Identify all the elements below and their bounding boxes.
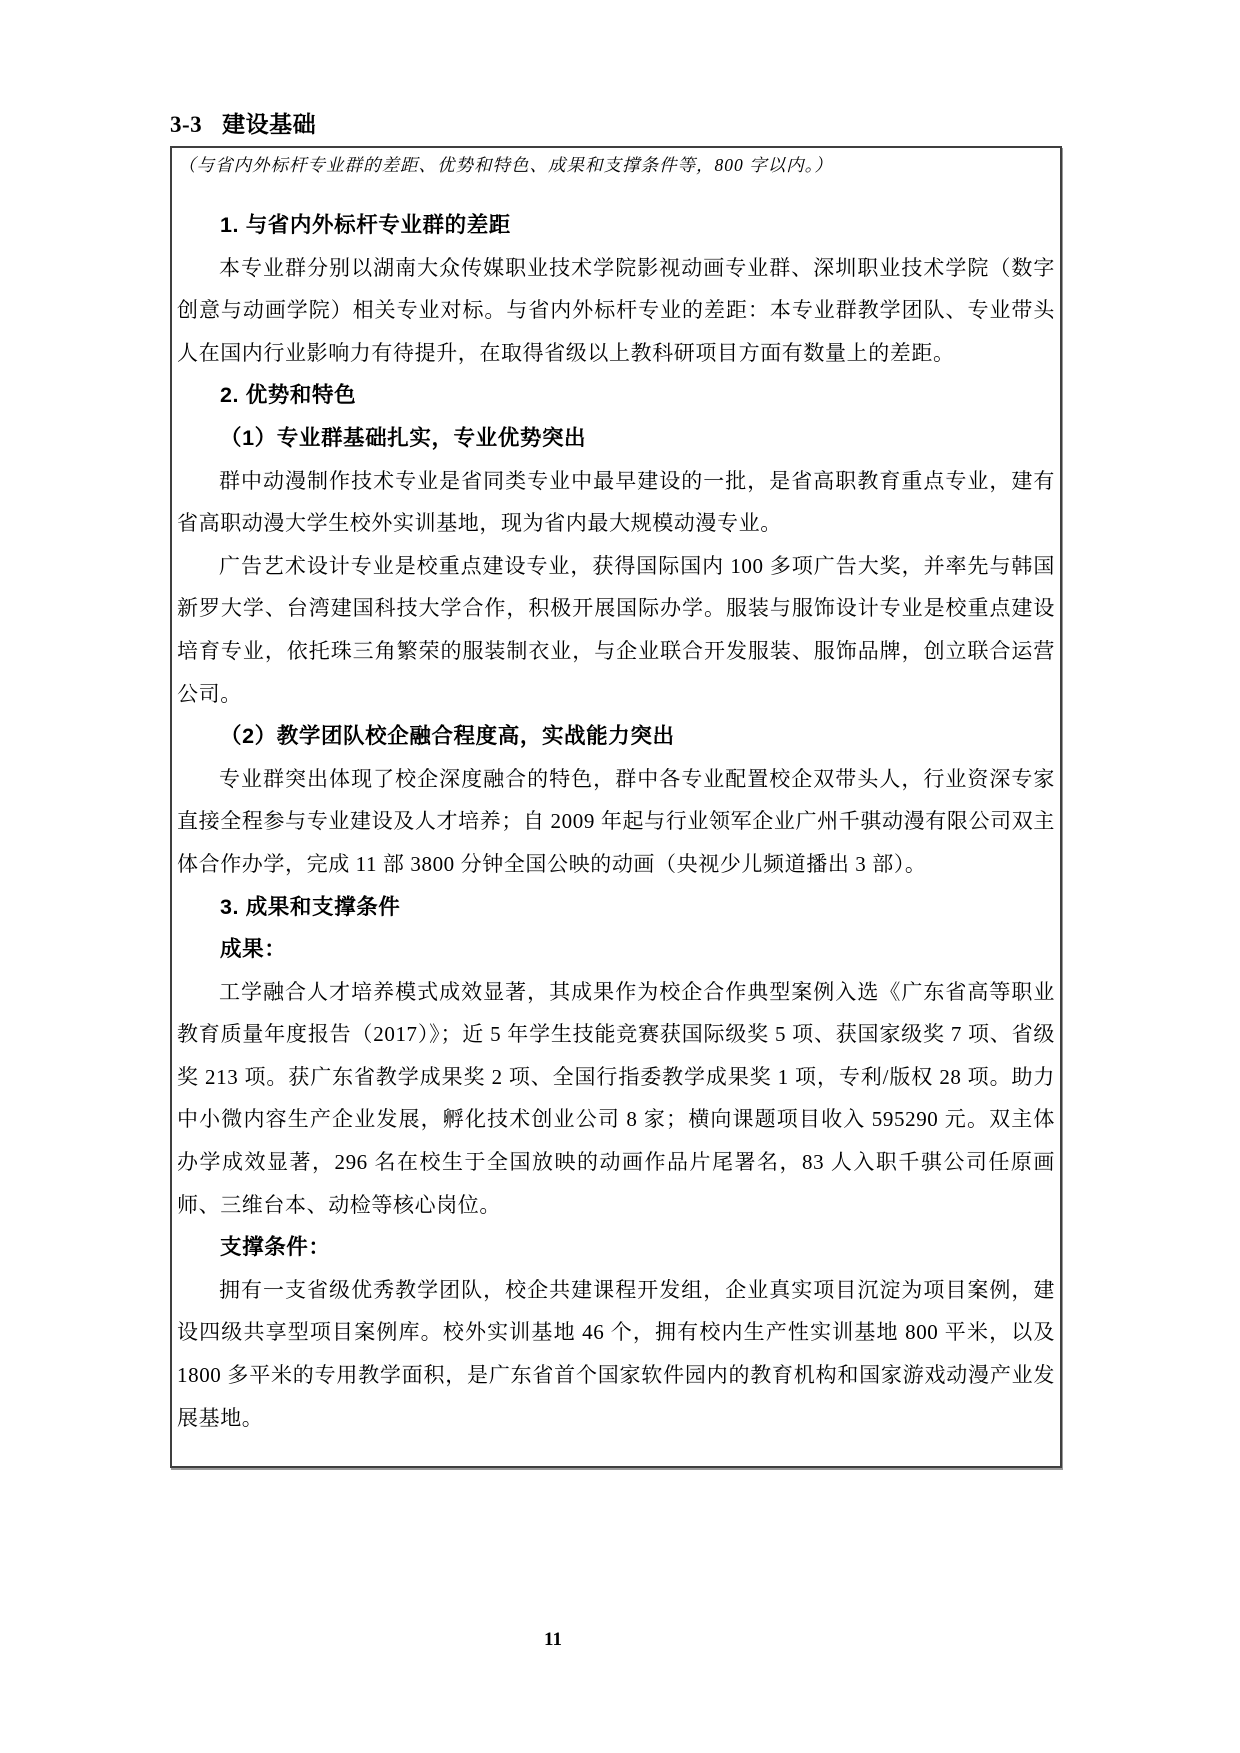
heading-results-and-support: 3. 成果和支撑条件	[220, 894, 401, 919]
paragraph-results: 工学融合人才培养模式成效显著，其成果作为校企合作典型案例入选《广东省高等职业教育质量年度报告（2017）》；近 5 年学生技能竞赛获国际级奖 5 项、获国家级奖 7 项、省级奖 213 项。获广东省教学成果奖 2 项、全国行指委教学成果奖 1 项，专利/版权 28 项。助力中小微内容生产企业发展，孵化技术创业公司 8 家；横向课题项目收入 595290 元。双主体办学成效显著，296 名在校生于全国放映的动画作品片尾署名，83 人入职千骐公司任原画师、三维台本、动检等核心岗位。	[177, 979, 1055, 1217]
section-header	[170, 106, 316, 139]
paragraph-support-conditions: 拥有一支省级优秀教学团队，校企共建课程开发组，企业真实项目沉淀为项目案例，建设四级共享型项目案例库。校外实训基地 46 个，拥有校内生产性实训基地 800 平米，以及 1800 多平米的专用教学面积，是广东省首个国家软件园内的教育机构和国家游戏动漫产业发展基地。	[177, 1277, 1055, 1430]
heading-school-enterprise-integration: （2）教学团队校企融合程度高，实战能力突出	[220, 724, 675, 749]
heading-advantages-features: 2. 优势和特色	[220, 383, 357, 408]
page-number: 11	[544, 1629, 562, 1650]
instruction-note: （与省内外标杆专业群的差距、优势和特色、成果和支撑条件等，800 字以内。）	[178, 155, 833, 175]
paragraph-school-enterprise-integration: 专业群突出体现了校企深度融合的特色，群中各专业配置校企双带头人，行业资深专家直接全程参与专业建设及人才培养；自 2009 年起与行业领军企业广州千骐动漫有限公司双主体合作办学，完成 11 部 3800 分钟全国公映的动画（央视少儿频道播出 3 部）。	[177, 766, 1055, 876]
section-title: 建设基础	[222, 111, 317, 137]
heading-results: 成果：	[220, 937, 287, 962]
heading-support-conditions: 支撑条件：	[220, 1235, 331, 1260]
content-body	[172, 204, 1060, 1465]
heading-solid-foundation: （1）专业群基础扎实，专业优势突出	[220, 425, 587, 450]
content-box	[170, 146, 1062, 1468]
heading-benchmark-gap: 1. 与省内外标杆专业群的差距	[220, 213, 511, 237]
paragraph-animation-major: 群中动漫制作技术专业是省同类专业中最早建设的一批，是省高职教育重点专业，建有省高职动漫大学生校外实训基地，现为省内最大规模动漫专业。	[177, 468, 1055, 536]
paragraph-benchmark-gap: 本专业群分别以湖南大众传媒职业技术学院影视动画专业群、深圳职业技术学院（数字创意与动画学院）相关专业对标。与省内外标杆专业的差距：本专业群教学团队、专业带头人在国内行业影响力有待提升，在取得省级以上教科研项目方面有数量上的差距。	[177, 255, 1055, 365]
paragraph-ad-design-major: 广告艺术设计专业是校重点建设专业，获得国际国内 100 多项广告大奖，并率先与韩国新罗大学、台湾建国科技大学合作，积极开展国际办学。服装与服饰设计专业是校重点建设培育专业，依托珠三角繁荣的服装制衣业，与企业联合开发服装、服饰品牌，创立联合运营公司。	[177, 553, 1055, 706]
section-number: 3-3	[170, 112, 203, 137]
